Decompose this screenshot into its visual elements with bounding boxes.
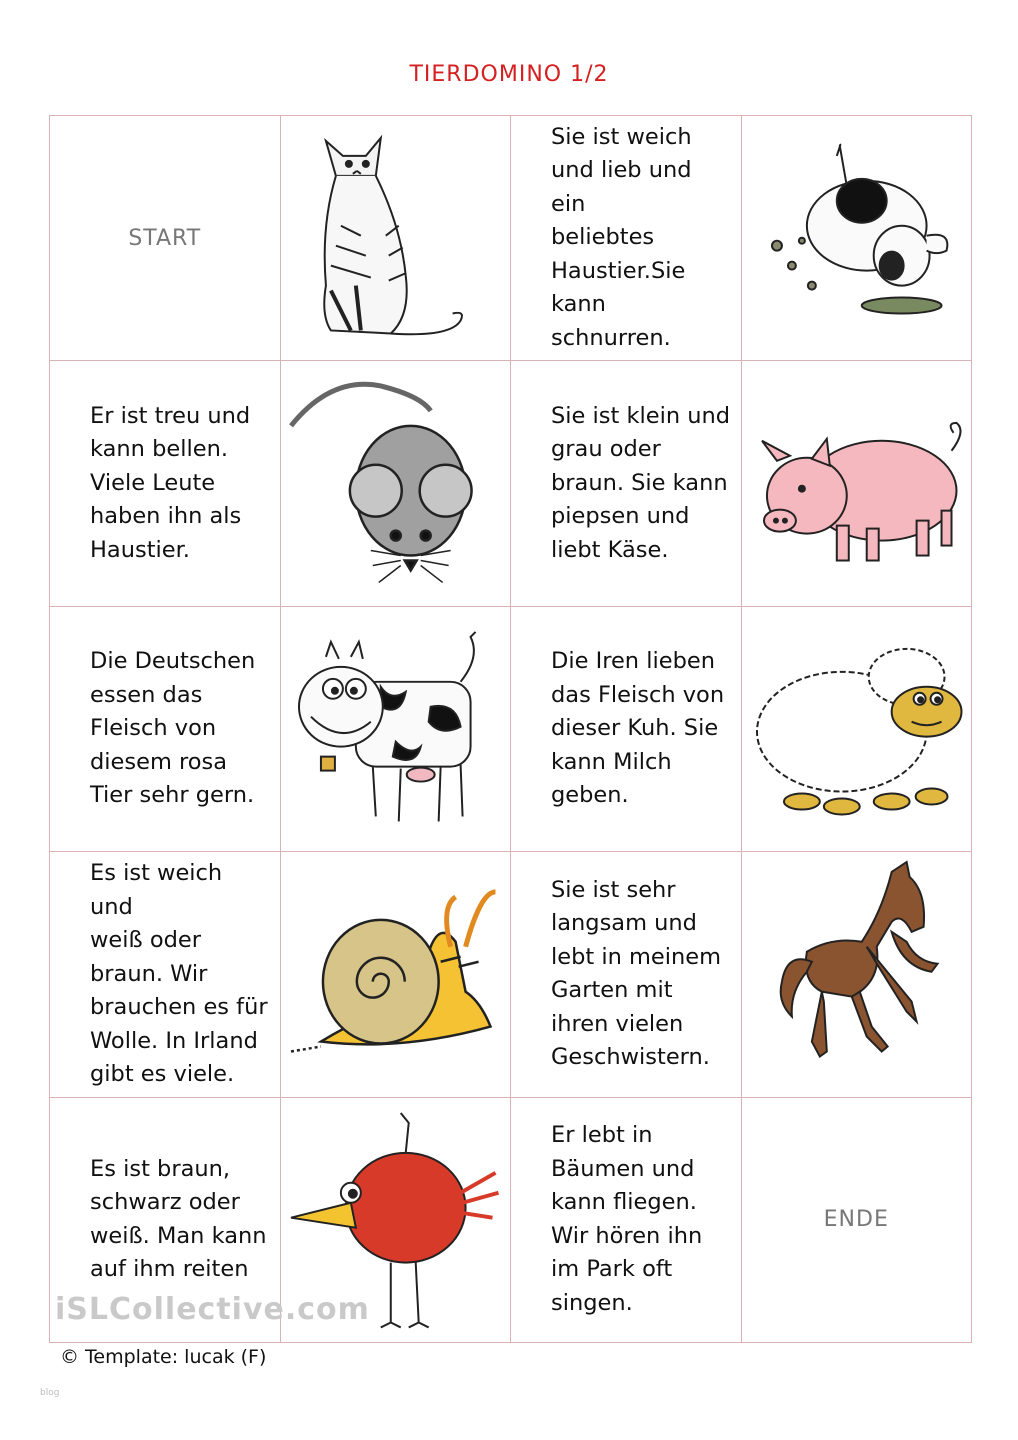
domino-grid — [49, 115, 972, 1343]
card-text-r4b — [511, 852, 741, 1096]
pig-icon — [742, 361, 972, 605]
card-text: Sie ist sehr langsam und lebt in meinem Garten mit ihren vielen Geschwistern. — [551, 876, 722, 1071]
card-snail-image — [281, 852, 511, 1096]
card-text: Sie ist klein und grau oder braun. Sie kann piepsen und liebt Käse. — [551, 402, 731, 563]
card-text-r2a — [50, 361, 280, 605]
card-start — [50, 116, 280, 360]
watermark: iSLCollective.com — [55, 1292, 370, 1327]
card-mouse-image — [281, 361, 511, 605]
card-pig-image — [742, 361, 972, 605]
card-text: Sie ist weich und lieb und ein beliebtes Haustier.Sie kann schnurren. — [551, 123, 692, 351]
card-text: Es ist weich und weiß oder braun. Wir brauchen es für Wolle. In Irland gibt es viele. — [90, 860, 268, 1088]
card-cat-image — [281, 116, 511, 360]
card-sheep-image — [742, 607, 972, 851]
card-text-r5b — [511, 1098, 741, 1342]
card-text: Die Deutschen essen das Fleisch von diesem rosa Tier sehr gern. — [90, 648, 256, 809]
card-horse-image — [742, 852, 972, 1096]
card-text-r4a — [50, 852, 280, 1096]
card-ende — [742, 1098, 972, 1342]
card-cow-image — [281, 607, 511, 851]
card-dog-image — [742, 116, 972, 360]
snail-icon — [281, 852, 511, 1096]
blog-mark: blog — [40, 1388, 60, 1398]
footer-credit: © Template: lucak (F) — [60, 1346, 267, 1368]
card-text-r1 — [511, 116, 741, 360]
card-text-r2b — [511, 361, 741, 605]
sheep-icon — [742, 607, 972, 851]
start-label: START — [128, 225, 202, 251]
card-text: Die Iren lieben das Fleisch von dieser Kuh. Sie kann Milch geben. — [551, 648, 725, 809]
page-title: TIERDOMINO 1/2 — [409, 62, 609, 87]
cat-icon — [281, 116, 511, 360]
card-text: Er ist treu und kann bellen. Viele Leute haben ihn als Haustier. — [90, 402, 251, 563]
dog-icon — [742, 116, 972, 360]
card-text-r3b — [511, 607, 741, 851]
card-text: Es ist braun, schwarz oder weiß. Man kann auf ihm reiten — [90, 1155, 267, 1283]
card-text: Er lebt in Bäumen und kann fliegen. Wir hören ihn im Park oft singen. — [551, 1122, 703, 1316]
horse-icon — [742, 852, 972, 1096]
card-text-r3a — [50, 607, 280, 851]
ende-label: ENDE — [823, 1207, 889, 1233]
mouse-icon — [281, 361, 511, 605]
cow-icon — [281, 607, 511, 851]
